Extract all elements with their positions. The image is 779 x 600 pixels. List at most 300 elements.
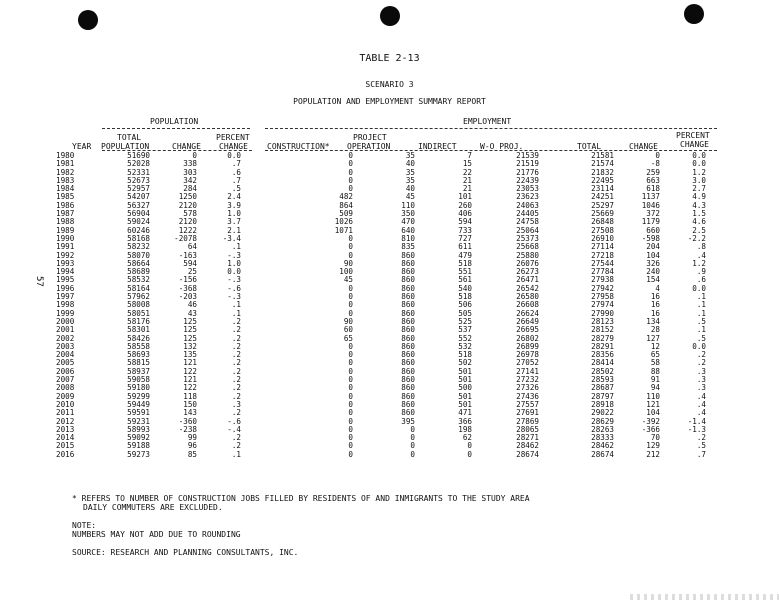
table-row: [56, 451, 706, 459]
table-cell: 58815: [127, 358, 150, 368]
table-cell: -2078: [174, 233, 197, 243]
table-cell: 594: [183, 258, 197, 268]
table-cell: 54207: [127, 192, 150, 202]
table-cell: 52331: [127, 167, 150, 177]
table-cell: 22: [462, 167, 472, 177]
table-cell: .6: [231, 167, 241, 177]
table-cell: 58993: [127, 424, 150, 434]
table-cell: 0.0: [692, 283, 706, 293]
table-cell: 22495: [591, 175, 614, 185]
table-cell: 1.5: [692, 209, 706, 219]
table-cell: .2: [231, 408, 241, 418]
table-cell: 303: [183, 167, 197, 177]
table-cell: 0: [410, 441, 415, 451]
table-cell: 135: [183, 350, 197, 360]
table-cell: 28356: [591, 350, 614, 360]
table-cell: .6: [696, 275, 706, 285]
table-cell: 59273: [127, 449, 150, 459]
group-header-employment: EMPLOYMENT: [463, 117, 512, 126]
table-cell: 1222: [178, 225, 197, 235]
table-cell: 35: [405, 151, 415, 160]
table-cell: 860: [401, 308, 415, 318]
table-cell: -.3: [227, 275, 241, 285]
table-cell: 0: [348, 175, 353, 185]
table-cell: .2: [231, 433, 241, 443]
table-cell: 121: [646, 399, 660, 409]
table-cell: 28687: [591, 383, 614, 393]
table-cell: 1.0: [227, 209, 241, 219]
table-cell: 45: [405, 192, 415, 202]
table-cell: 350: [401, 209, 415, 219]
table-cell: 537: [458, 325, 472, 335]
table-cell: 85: [187, 449, 197, 459]
table-cell: -1.3: [687, 424, 706, 434]
table-cell: 1991: [56, 242, 75, 252]
table-cell: 501: [458, 391, 472, 401]
table-cell: 104: [646, 250, 660, 260]
table-cell: 26802: [516, 333, 539, 343]
table-cell: 21776: [516, 167, 539, 177]
table-cell: .1: [231, 300, 241, 310]
table-cell: 2.1: [227, 225, 241, 235]
table-cell: 3.0: [692, 175, 706, 185]
table-cell: -3.4: [222, 233, 241, 243]
table-cell: 1985: [56, 192, 75, 202]
table-cell: 1994: [56, 267, 75, 277]
table-cell: 618: [646, 184, 660, 194]
table-cell: 28918: [591, 399, 614, 409]
table-cell: 28674: [591, 449, 614, 459]
table-cell: 2009: [56, 391, 75, 401]
table-cell: 40: [405, 184, 415, 194]
table-cell: 860: [401, 275, 415, 285]
table-cell: .1: [231, 449, 241, 459]
table-cell: -.4: [227, 424, 241, 434]
table-cell: 3.9: [227, 200, 241, 210]
table-cell: 860: [401, 383, 415, 393]
table-cell: .2: [696, 358, 706, 368]
table-cell: 27508: [591, 225, 614, 235]
table-cell: 35: [405, 167, 415, 177]
report-title: POPULATION AND EMPLOYMENT SUMMARY REPORT: [293, 97, 486, 106]
table-cell: 864: [339, 200, 353, 210]
table-cell: 860: [401, 267, 415, 277]
table-cell: 21: [462, 184, 472, 194]
table-cell: 25880: [516, 250, 539, 260]
table-cell: 24758: [516, 217, 539, 227]
table-cell: 0: [348, 250, 353, 260]
table-cell: 25: [187, 267, 197, 277]
table-cell: 0: [410, 433, 415, 443]
table-cell: 3.7: [227, 217, 241, 227]
table-cell: 27990: [591, 308, 614, 318]
table-cell: 28674: [516, 449, 539, 459]
table-cell: 25373: [516, 233, 539, 243]
table-cell: 91: [650, 375, 660, 385]
table-cell: 1997: [56, 292, 75, 302]
table-cell: -1.4: [687, 416, 706, 426]
group-header-population: POPULATION: [150, 117, 199, 126]
table-cell: 125: [183, 333, 197, 343]
table-cell: 0: [348, 391, 353, 401]
table-cell: 122: [183, 383, 197, 393]
table-cell: 58937: [127, 366, 150, 376]
table-cell: 395: [401, 416, 415, 426]
table-cell: 2012: [56, 416, 75, 426]
table-cell: 35: [405, 175, 415, 185]
table-cell: .3: [231, 399, 241, 409]
table-cell: 101: [458, 192, 472, 202]
table-cell: 28123: [591, 316, 614, 326]
table-cell: 58301: [127, 325, 150, 335]
table-cell: 860: [401, 325, 415, 335]
table-cell: .9: [696, 267, 706, 277]
table-cell: 0: [348, 308, 353, 318]
table-cell: 0: [348, 399, 353, 409]
table-cell: 58008: [127, 300, 150, 310]
table-cell: 860: [401, 292, 415, 302]
table-cell: 28263: [591, 424, 614, 434]
table-cell: 561: [458, 275, 472, 285]
table-cell: -.6: [227, 283, 241, 293]
table-cell: .4: [696, 408, 706, 418]
table-cell: 154: [646, 275, 660, 285]
table-cell: 24063: [516, 200, 539, 210]
table-cell: 25064: [516, 225, 539, 235]
table-cell: 58693: [127, 350, 150, 360]
table-cell: 64: [187, 242, 197, 252]
table-cell: 0: [348, 242, 353, 252]
table-cell: .3: [696, 366, 706, 376]
table-cell: 0: [348, 292, 353, 302]
table-cell: .2: [696, 350, 706, 360]
table-cell: 0.0: [692, 159, 706, 169]
table-cell: 505: [458, 308, 472, 318]
table-cell: .2: [231, 358, 241, 368]
table-cell: 1982: [56, 167, 75, 177]
table-cell: 0: [348, 159, 353, 169]
table-cell: 240: [646, 267, 660, 277]
table-cell: 860: [401, 283, 415, 293]
table-cell: 28462: [591, 441, 614, 451]
table-cell: 122: [183, 366, 197, 376]
table-cell: 45: [343, 275, 353, 285]
table-cell: 27114: [591, 242, 614, 252]
table-cell: -156: [178, 275, 197, 285]
table-cell: 1999: [56, 308, 75, 318]
table-cell: 1179: [641, 217, 660, 227]
table-cell: 0: [467, 441, 472, 451]
table-cell: 26608: [516, 300, 539, 310]
table-cell: -163: [178, 250, 197, 260]
table-cell: 21581: [591, 151, 614, 160]
table-cell: 406: [458, 209, 472, 219]
table-cell: 1250: [178, 192, 197, 202]
table-cell: 1.0: [227, 258, 241, 268]
table-cell: -238: [178, 424, 197, 434]
table-cell: 59024: [127, 217, 150, 227]
table-cell: 366: [458, 416, 472, 426]
table-cell: 40: [405, 159, 415, 169]
table-cell: 0: [655, 151, 660, 160]
col-percent-change-1: PERCENT: [216, 133, 250, 142]
table-cell: 204: [646, 242, 660, 252]
table-cell: 1995: [56, 275, 75, 285]
table-cell: 28333: [591, 433, 614, 443]
scan-artifact: [630, 594, 779, 600]
table-cell: 150: [183, 399, 197, 409]
table-cell: 342: [183, 175, 197, 185]
col-emp-percent-change-1: PERCENT: [676, 131, 710, 140]
table-cell: 727: [458, 233, 472, 243]
table-cell: 860: [401, 250, 415, 260]
table-cell: 0: [348, 449, 353, 459]
table-cell: 2013: [56, 424, 75, 434]
table-cell: .4: [696, 391, 706, 401]
table-cell: 58070: [127, 250, 150, 260]
table-cell: 2008: [56, 383, 75, 393]
table-cell: 57962: [127, 292, 150, 302]
table-cell: 2.7: [692, 184, 706, 194]
table-cell: 500: [458, 383, 472, 393]
table-cell: 1990: [56, 233, 75, 243]
table-cell: 2.5: [692, 225, 706, 235]
table-cell: .8: [696, 242, 706, 252]
table-cell: 0: [348, 441, 353, 451]
table-cell: 25297: [591, 200, 614, 210]
col-total-population-2: POPULATION: [101, 142, 150, 151]
table-cell: 43: [187, 308, 197, 318]
table-cell: 0: [348, 151, 353, 160]
table-cell: 26978: [516, 350, 539, 360]
table-cell: 2002: [56, 333, 75, 343]
table-cell: .2: [231, 333, 241, 343]
table-cell: .2: [231, 391, 241, 401]
table-cell: 28065: [516, 424, 539, 434]
table-cell: 0: [348, 341, 353, 351]
table-cell: 860: [401, 358, 415, 368]
table-cell: 26624: [516, 308, 539, 318]
table-cell: 212: [646, 449, 660, 459]
table-cell: 509: [339, 209, 353, 219]
table-cell: 59299: [127, 391, 150, 401]
employment-rule: [265, 128, 717, 129]
table-cell: -360: [178, 416, 197, 426]
table-cell: 0: [348, 358, 353, 368]
table-cell: 26542: [516, 283, 539, 293]
table-cell: 27141: [516, 366, 539, 376]
table-cell: -203: [178, 292, 197, 302]
table-cell: 860: [401, 391, 415, 401]
table-cell: .2: [231, 316, 241, 326]
binder-hole-right: [684, 4, 704, 24]
table-cell: 59092: [127, 433, 150, 443]
table-cell: 482: [339, 192, 353, 202]
table-cell: 594: [458, 217, 472, 227]
table-cell: 28291: [591, 341, 614, 351]
table-cell: 58: [650, 358, 660, 368]
table-cell: 470: [401, 217, 415, 227]
table-cell: 16: [650, 308, 660, 318]
table-cell: 2006: [56, 366, 75, 376]
table-cell: 26471: [516, 275, 539, 285]
table-cell: 27232: [516, 375, 539, 385]
table-cell: .5: [696, 333, 706, 343]
table-cell: 58426: [127, 333, 150, 343]
table-cell: 1987: [56, 209, 75, 219]
table-cell: .7: [231, 175, 241, 185]
table-cell: 1993: [56, 258, 75, 268]
table-cell: 24251: [591, 192, 614, 202]
table-cell: .1: [696, 325, 706, 335]
table-cell: 506: [458, 300, 472, 310]
table-cell: -8: [650, 159, 660, 169]
table-cell: .4: [696, 399, 706, 409]
table-cell: 1071: [334, 225, 353, 235]
table-cell: -598: [641, 233, 660, 243]
table-cell: 27052: [516, 358, 539, 368]
table-cell: -368: [178, 283, 197, 293]
table-cell: 0: [348, 416, 353, 426]
table-cell: -.6: [227, 416, 241, 426]
table-cell: 127: [646, 333, 660, 343]
table-cell: 2.4: [227, 192, 241, 202]
table-cell: 1984: [56, 184, 75, 194]
table-cell: 58558: [127, 341, 150, 351]
table-cell: 518: [458, 258, 472, 268]
table-cell: 4.3: [692, 200, 706, 210]
table-cell: 21: [462, 175, 472, 185]
table-cell: 1137: [641, 192, 660, 202]
table-cell: 198: [458, 424, 472, 434]
footnote-asterisk-2: DAILY COMMUTERS ARE EXCLUDED.: [83, 503, 223, 512]
table-cell: 28414: [591, 358, 614, 368]
scenario-label: SCENARIO 3: [365, 80, 414, 89]
table-cell: 2000: [56, 316, 75, 326]
table-cell: 27974: [591, 300, 614, 310]
table-cell: .4: [696, 250, 706, 260]
table-cell: 27557: [516, 399, 539, 409]
table-cell: 27958: [591, 292, 614, 302]
table-cell: 2120: [178, 200, 197, 210]
table-cell: .5: [231, 184, 241, 194]
table-cell: 27691: [516, 408, 539, 418]
table-cell: 1988: [56, 217, 75, 227]
table-cell: 0.0: [692, 341, 706, 351]
table-cell: 2004: [56, 350, 75, 360]
col-indirect: INDIRECT: [418, 142, 457, 151]
table-cell: 552: [458, 333, 472, 343]
table-cell: 90: [343, 316, 353, 326]
table-cell: 58532: [127, 275, 150, 285]
table-cell: 0: [348, 167, 353, 177]
table-cell: 0.0: [227, 267, 241, 277]
table-cell: 1.2: [692, 167, 706, 177]
table-cell: 479: [458, 250, 472, 260]
table-cell: 860: [401, 366, 415, 376]
note-label: NOTE:: [72, 521, 97, 530]
table-cell: 326: [646, 258, 660, 268]
table-cell: .1: [696, 300, 706, 310]
table-cell: 28797: [591, 391, 614, 401]
table-cell: 27942: [591, 283, 614, 293]
table-cell: 810: [401, 233, 415, 243]
table-cell: 25669: [591, 209, 614, 219]
table-cell: 27784: [591, 267, 614, 277]
col-total-population-1: TOTAL: [117, 133, 142, 142]
table-cell: 118: [183, 391, 197, 401]
table-cell: 0: [348, 366, 353, 376]
header-rule-employment: [265, 150, 717, 151]
table-cell: 2011: [56, 408, 75, 418]
table-cell: 835: [401, 242, 415, 252]
table-cell: 26899: [516, 341, 539, 351]
table-cell: 28152: [591, 325, 614, 335]
table-cell: .1: [231, 308, 241, 318]
table-cell: 26910: [591, 233, 614, 243]
table-cell: 0.0: [692, 151, 706, 160]
table-cell: 0: [192, 151, 197, 160]
table-cell: 860: [401, 316, 415, 326]
table-cell: 121: [183, 358, 197, 368]
table-cell: 1026: [334, 217, 353, 227]
table-cell: 51690: [127, 151, 150, 160]
table-cell: 2016: [56, 449, 75, 459]
table-cell: 578: [183, 209, 197, 219]
col-construction: CONSTRUCTION*: [267, 142, 330, 151]
table-cell: 518: [458, 292, 472, 302]
col-percent-change-2: CHANGE: [219, 142, 248, 151]
table-cell: 2120: [178, 217, 197, 227]
table-cell: 0: [348, 283, 353, 293]
table-cell: 0: [348, 300, 353, 310]
col-project-operation-2: OPERATION: [347, 142, 391, 151]
table-cell: 46: [187, 300, 197, 310]
table-cell: 660: [646, 225, 660, 235]
table-cell: 56904: [127, 209, 150, 219]
table-cell: .3: [696, 383, 706, 393]
table-cell: 90: [343, 258, 353, 268]
table-cell: 60246: [127, 225, 150, 235]
table-cell: 16: [650, 292, 660, 302]
col-emp-change: CHANGE: [629, 142, 658, 151]
table-cell: 518: [458, 350, 472, 360]
table-cell: .2: [696, 433, 706, 443]
table-cell: 88: [650, 366, 660, 376]
table-cell: 16: [650, 300, 660, 310]
table-cell: 21539: [516, 151, 539, 160]
table-cell: 100: [339, 267, 353, 277]
table-cell: 58168: [127, 233, 150, 243]
table-cell: .3: [696, 375, 706, 385]
table-cell: 27326: [516, 383, 539, 393]
table-cell: 28502: [591, 366, 614, 376]
table-cell: 0: [348, 233, 353, 243]
table-cell: 104: [646, 408, 660, 418]
table-cell: .2: [231, 366, 241, 376]
table-cell: 860: [401, 399, 415, 409]
table-cell: 27544: [591, 258, 614, 268]
table-cell: 860: [401, 300, 415, 310]
binder-hole-left: [78, 10, 98, 30]
table-cell: .2: [231, 325, 241, 335]
table-cell: 26695: [516, 325, 539, 335]
table-cell: 663: [646, 175, 660, 185]
table-cell: 1981: [56, 159, 75, 169]
table-cell: 502: [458, 358, 472, 368]
table-cell: 52028: [127, 159, 150, 169]
table-cell: 733: [458, 225, 472, 235]
